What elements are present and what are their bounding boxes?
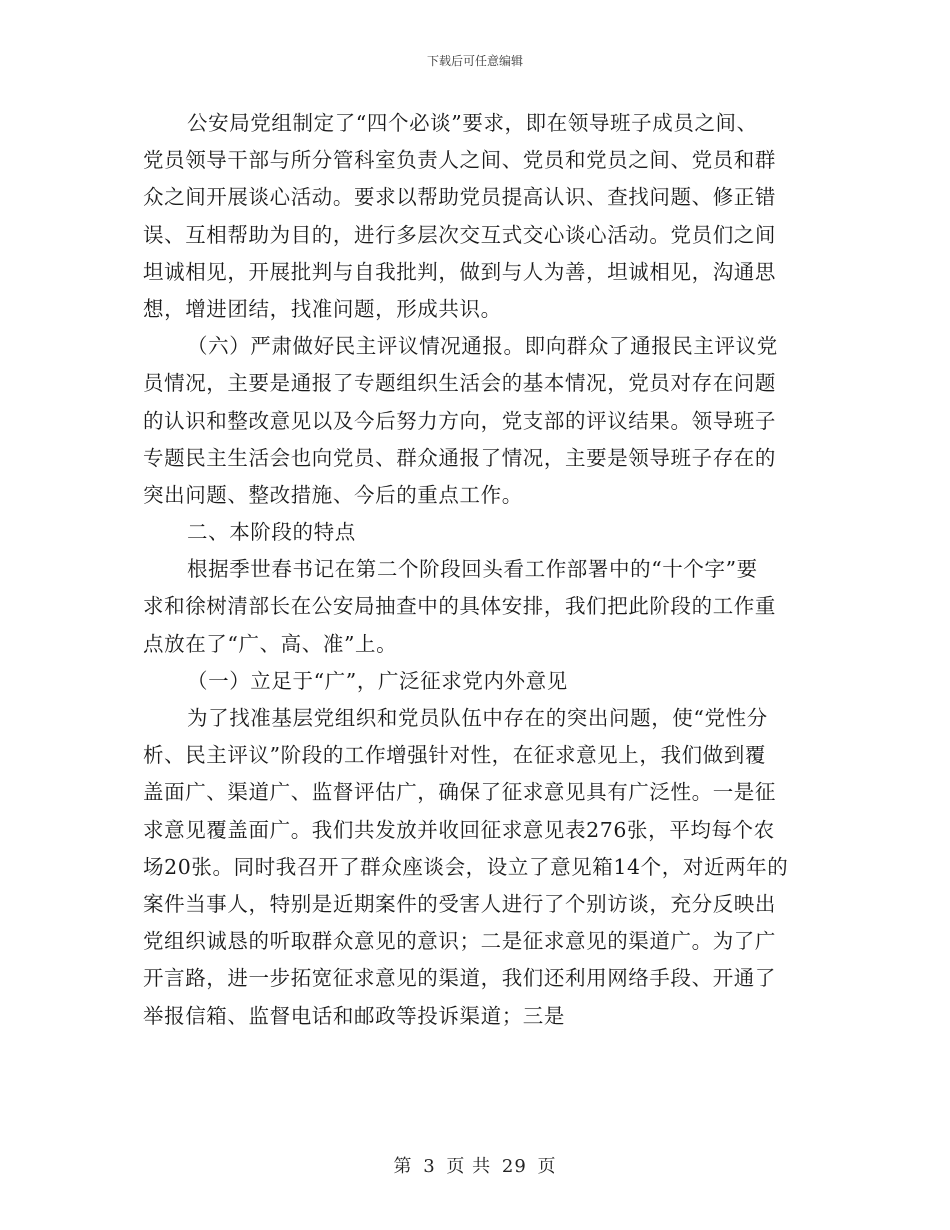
text-line: 求和徐树清部长在公安局抽查中的具体安排，我们把此阶段的工作重 xyxy=(143,594,776,619)
section-heading xyxy=(143,514,813,551)
text-line: 突出问题、整改措施、今后的重点工作。 xyxy=(143,482,523,507)
paragraph xyxy=(143,551,813,663)
text-line: 根据季世春书记在第二个阶段回头看工作部署中的“十个字”要 xyxy=(187,557,758,582)
text-line: 的认识和整改意见以及今后努力方向，党支部的评议结果。领导班子 xyxy=(143,408,776,433)
current-page-number: 3 xyxy=(423,1156,436,1177)
text-line: 坦诚相见，开展批判与自我批判，做到与人为善，坦诚相见，沟通思 xyxy=(143,259,776,284)
text-line: 误、互相帮助为目的，进行多层次交互式交心谈心活动。党员们之间 xyxy=(143,222,776,247)
text-line: 场20张。同时我召开了群众座谈会，设立了意见箱14个，对近两年的 xyxy=(143,854,789,879)
footer-prefix: 第 xyxy=(393,1156,413,1177)
footer-suffix: 页 xyxy=(537,1156,557,1177)
text-line: 盖面广、渠道广、监督评估广，确保了征求意见具有广泛性。一是征 xyxy=(143,780,776,805)
paragraph xyxy=(143,328,813,514)
text-line: 公安局党组制定了“四个必谈”要求，即在领导班子成员之间、 xyxy=(187,111,758,135)
text-line: 想，增进团结，找准问题，形成共识。 xyxy=(143,296,502,321)
footer-middle: 页 共 xyxy=(446,1156,492,1177)
page-header-note: 下载后可任意编辑 xyxy=(426,54,523,68)
text-line: 析、民主评议”阶段的工作增强针对性，在征求意见上，我们做到覆 xyxy=(143,743,766,768)
text-line: 举报信箱、监督电话和邮政等投诉渠道；三是 xyxy=(143,1003,565,1028)
page-number-footer xyxy=(0,1152,950,1178)
text-line: （六）严肃做好民主评议情况通报。即向群众了通报民主评议党 xyxy=(187,334,778,359)
text-line: 案件当事人，特别是近期案件的受害人进行了个别访谈，充分反映出 xyxy=(143,891,776,916)
total-page-count: 29 xyxy=(501,1156,527,1177)
paragraph xyxy=(143,700,813,1035)
text-line: 点放在了“广、高、准”上。 xyxy=(143,631,398,656)
text-line: 开言路，进一步拓宽征求意见的渠道，我们还利用网络手段、开通了 xyxy=(143,966,776,991)
document-body xyxy=(143,105,813,1035)
text-line: 求意见覆盖面广。我们共发放并收回征求意见表276张，平均每个农 xyxy=(143,817,775,842)
text-line: 二、本阶段的特点 xyxy=(187,520,356,545)
text-line: 员情况，主要是通报了专题组织生活会的基本情况，党员对存在问题 xyxy=(143,371,776,396)
text-line: 为了找准基层党组织和党员队伍中存在的突出问题，使“党性分 xyxy=(187,706,768,730)
text-line: （一）立足于“广”，广泛征求党内外意见 xyxy=(187,668,568,693)
paragraph xyxy=(143,105,813,328)
subsection-heading xyxy=(143,663,813,700)
text-line: 专题民主生活会也向党员、群众通报了情况，主要是领导班子存在的 xyxy=(143,445,776,470)
text-line: 党组织诚恳的听取群众意见的意识；二是征求意见的渠道广。为了广 xyxy=(143,929,776,954)
text-line: 党员领导干部与所分管科室负责人之间、党员和党员之间、党员和群 xyxy=(143,148,776,173)
text-line: 众之间开展谈心活动。要求以帮助党员提高认识、查找问题、修正错 xyxy=(143,185,776,210)
